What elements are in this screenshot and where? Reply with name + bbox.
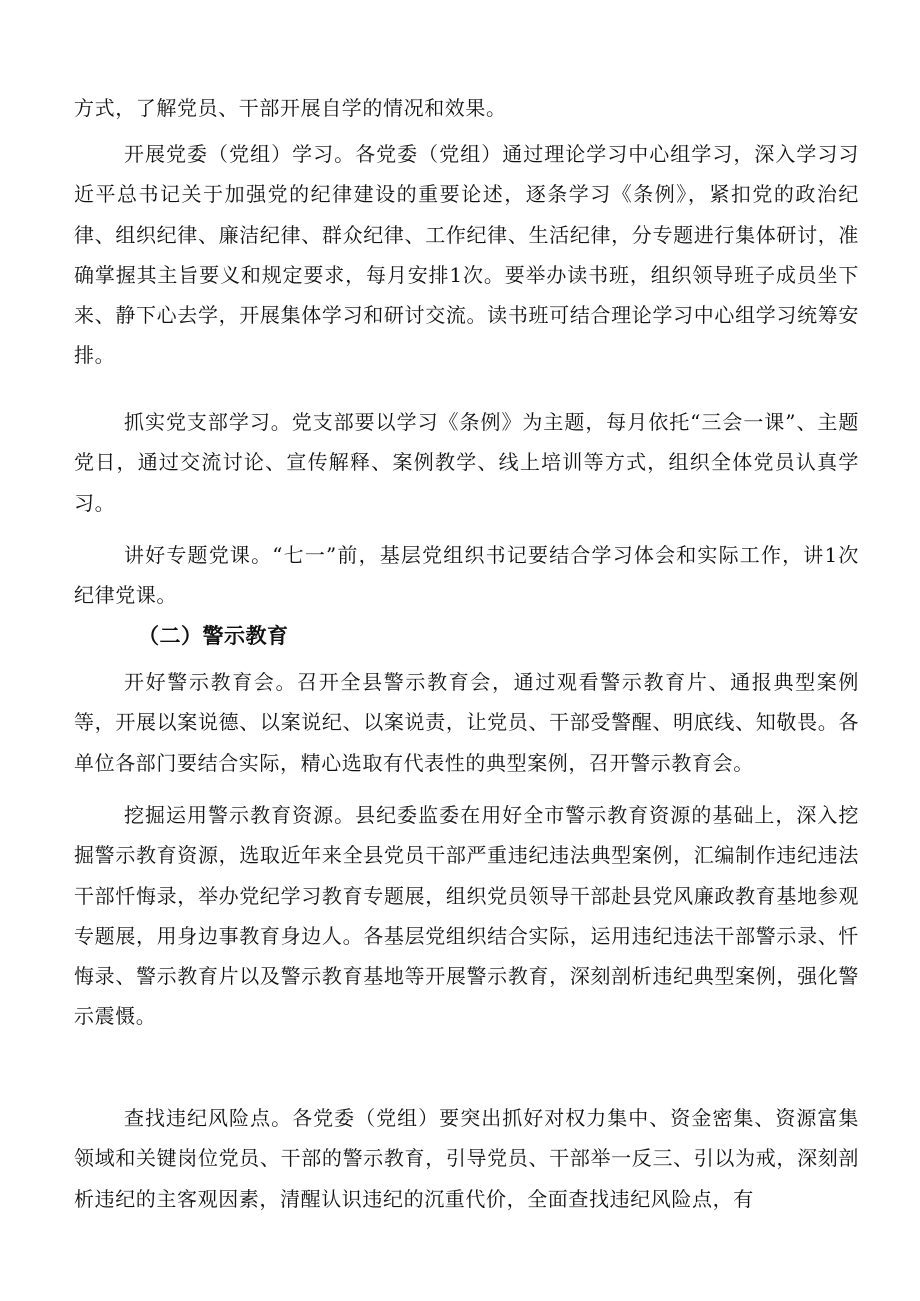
paragraph-special-lecture: 讲好专题党课。“七一”前，基层党组织书记要结合学习体会和实际工作，讲1次纪律党课。 xyxy=(74,543,859,608)
paragraph-party-branch-study: 抓实党支部学习。党支部要以学习《条例》为主题，每月依托“三会一课”、主题党日，通过交流讨论、宣传解释、案例教学、线上培训等方式，组织全体党员认真学习。 xyxy=(74,410,859,515)
paragraph-continued: 方式，了解党员、干部开展自学的情况和效果。 xyxy=(74,96,507,120)
paragraph-warning-resources: 挖掘运用警示教育资源。县纪委监委在用好全市警示教育资源的基础上，深入挖掘警示教育资源，选取近年来全县党员干部严重违纪违法典型案例，汇编制作违纪违法干部忏悔录，举办党纪学习教育专题展，组织党员领导干部赴县党风廉政教育基地参观专题展，用身边事教育身边人。各基层党组织结合实际，运用违纪违法干部警示录、忏悔录、警示教育片以及警示教育基地等开展警示教育，深刻剖析违纪典型案例，强化警示震慑。 xyxy=(74,803,859,1029)
paragraph-warning-meeting: 开好警示教育会。召开全县警示教育会，通过观看警示教育片、通报典型案例等，开展以案说德、以案说纪、以案说责，让党员、干部受警醒、明底线、知敬畏。各单位各部门要结合实际，精心选取有代表性的典型案例，召开警示教育会。 xyxy=(74,670,859,775)
section-heading-warning-education: （二）警示教育 xyxy=(138,624,289,648)
paragraph-risk-points: 查找违纪风险点。各党委（党组）要突出抓好对权力集中、资金密集、资源富集领域和关键岗位党员、干部的警示教育，引导党员、干部举一反三、引以为戒，深刻剖析违纪的主客观因素，清醒认识违纪的沉重代价，全面查找违纪风险点，有 xyxy=(74,1106,859,1211)
paragraph-party-committee-study: 开展党委（党组）学习。各党委（党组）通过理论学习中心组学习，深入学习习近平总书记关于加强党的纪律建设的重要论述，逐条学习《条例》，紧扣党的政治纪律、组织纪律、廉洁纪律、群众纪律、工作纪律、生活纪律，分专题进行集体研讨，准确掌握其主旨要义和规定要求，每月安排1次。要举办读书班，组织领导班子成员坐下来、静下心去学，开展集体学习和研讨交流。读书班可结合理论学习中心组学习统筹安排。 xyxy=(74,142,859,368)
